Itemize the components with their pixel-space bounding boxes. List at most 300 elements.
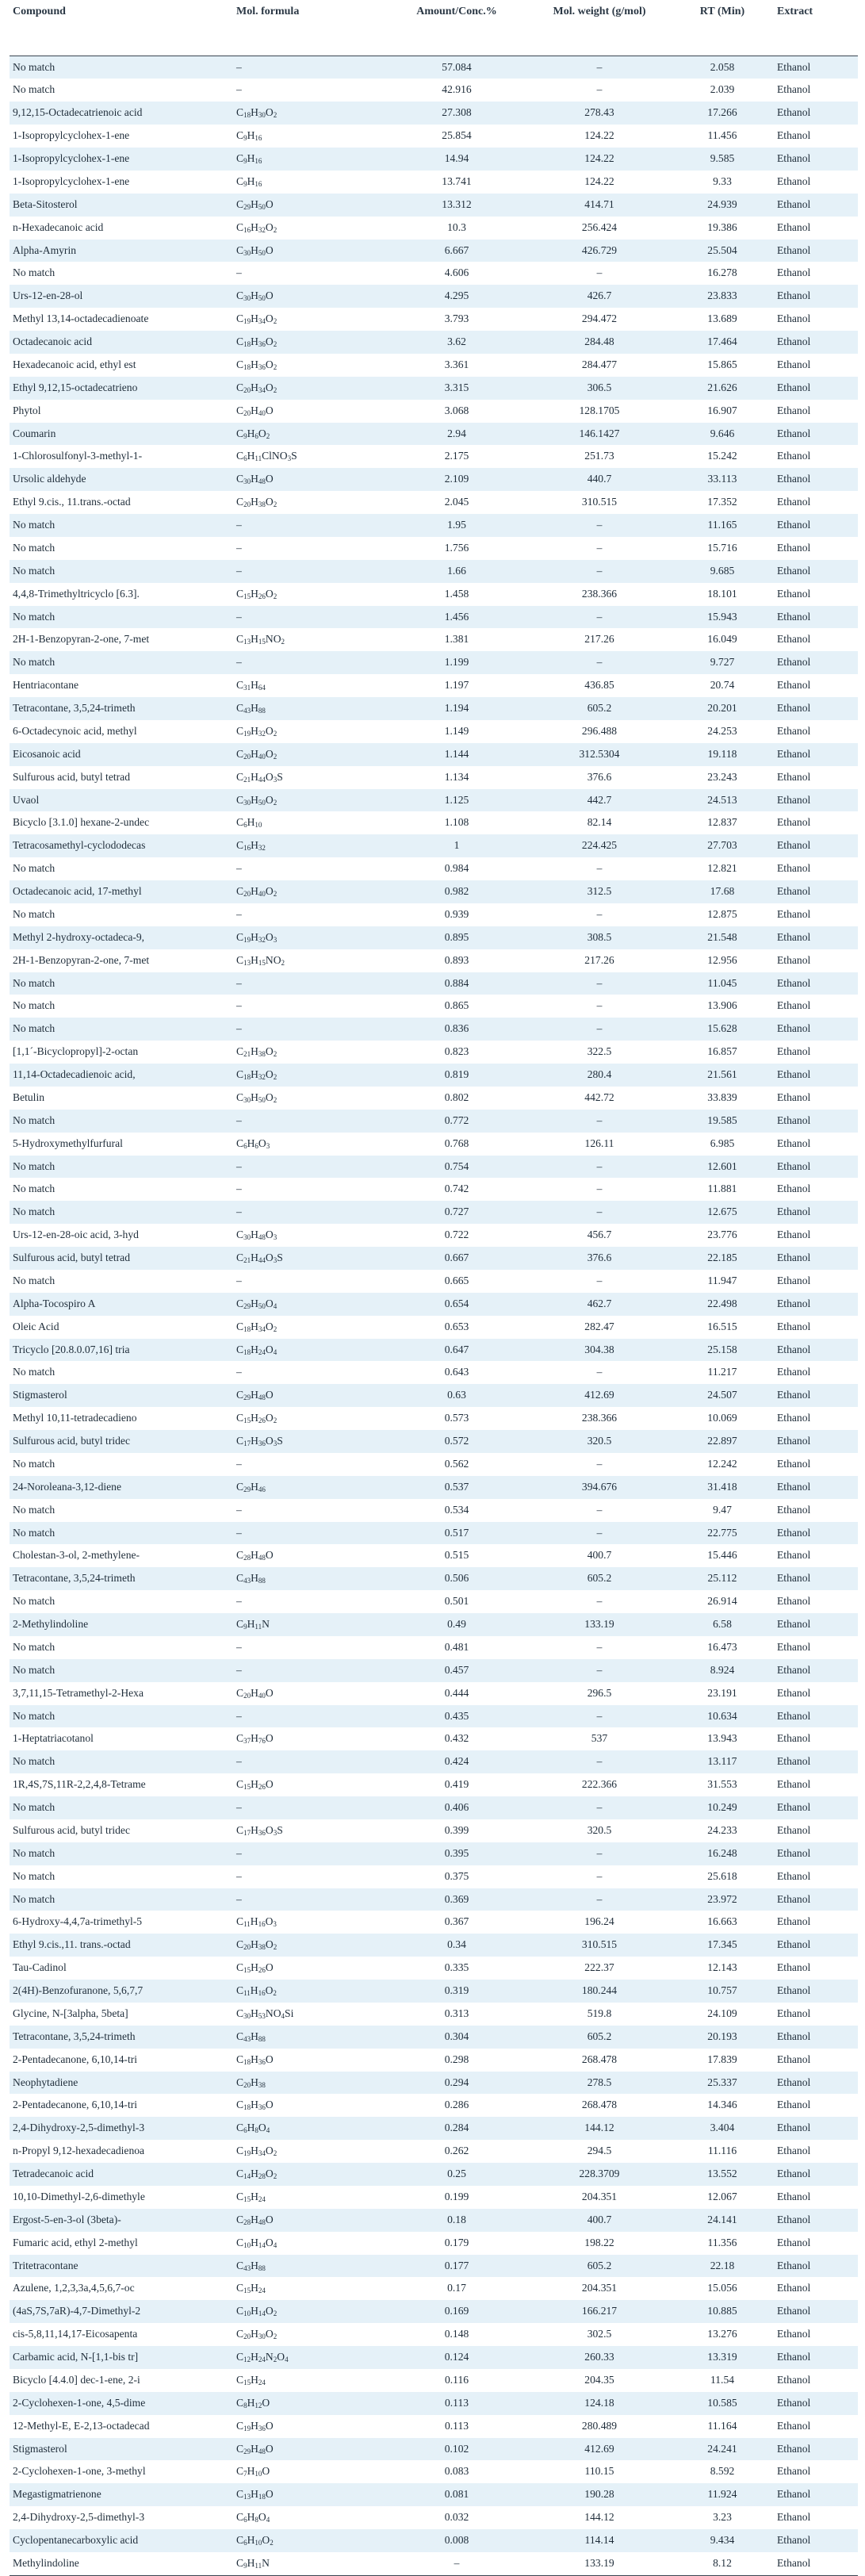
- cell-extract: Ethanol: [774, 148, 858, 171]
- cell-formula: $C_{15}H_{26}O_2$: [236, 587, 277, 600]
- table-header: [10, 0, 858, 56]
- cell-compound: Tetracontane, 3,5,24-trimeth: [10, 2026, 233, 2049]
- cell-compound: Sulfurous acid, butyl tetrad: [13, 770, 130, 783]
- cell-rt: 16.857: [707, 1045, 737, 1058]
- cell-compound: No match: [13, 1869, 55, 1882]
- cell-compound: No match: [10, 560, 233, 583]
- table-row: [10, 1980, 858, 2003]
- cell-formula: $C_{17}H_{36}O_3S$: [233, 1430, 385, 1453]
- table-row: [10, 2369, 858, 2392]
- cell-compound: No match: [10, 1842, 233, 1865]
- cell-extract: Ethanol: [777, 541, 811, 554]
- cell-weight: 296.5: [587, 1686, 612, 1699]
- cell-extract: Ethanol: [777, 2007, 811, 2019]
- cell-compound: No match: [13, 1457, 55, 1470]
- cell-formula: $C_{11}H_{16}O_3$: [236, 1915, 277, 1929]
- cell-weight: –: [528, 1156, 671, 1179]
- cell-weight: 224.425: [528, 834, 671, 857]
- cell-rt: 23.243: [707, 770, 737, 783]
- cell-extract: Ethanol: [777, 220, 811, 233]
- cell-compound: No match: [13, 999, 55, 1012]
- cell-weight: 400.7: [528, 2209, 671, 2232]
- cell-extract: Ethanol: [777, 633, 811, 646]
- cell-rt: 11.456: [707, 129, 737, 142]
- cell-compound: 2,4-Dihydroxy-2,5-dimethyl-3: [13, 2511, 145, 2524]
- cell-extract: Ethanol: [774, 102, 858, 125]
- cell-formula: $C_{15}H_{26}O$: [236, 1961, 274, 1975]
- cell-amount: 0.667: [385, 1247, 528, 1270]
- cell-formula: –: [236, 1640, 242, 1653]
- cell-weight: 222.366: [581, 1778, 618, 1791]
- cell-rt: 12.242: [707, 1457, 737, 1470]
- table-row: [10, 1590, 858, 1613]
- cell-extract: Ethanol: [774, 1842, 858, 1865]
- cell-weight: 312.5304: [528, 743, 671, 766]
- cell-weight: –: [528, 1705, 671, 1728]
- cell-weight: 144.12: [528, 2117, 671, 2140]
- cell-amount: 2.94: [385, 423, 528, 446]
- cell-compound: No match: [10, 1659, 233, 1682]
- cell-weight: –: [528, 514, 671, 537]
- table-row: [10, 1453, 858, 1476]
- cell-compound: 1-Isopropylcyclohex-1-ene: [10, 148, 233, 171]
- cell-rt: 20.193: [671, 2026, 774, 2049]
- cell-formula: –: [236, 266, 242, 279]
- cell-rt: 9.47: [713, 1503, 732, 1516]
- cell-rt: 33.113: [671, 468, 774, 491]
- cell-extract: Ethanol: [777, 358, 811, 370]
- table-row: [10, 972, 858, 995]
- table-row: [10, 2529, 858, 2552]
- cell-amount: 0.884: [385, 972, 528, 995]
- cell-compound: Methyl 13,14-octadecadienoate: [13, 312, 149, 325]
- cell-extract: Ethanol: [777, 999, 811, 1012]
- cell-formula: $C_{20}H_{38}O_2$: [236, 496, 277, 509]
- cell-weight: 238.366: [581, 1412, 618, 1424]
- cell-extract: Ethanol: [777, 129, 811, 142]
- cell-extract: Ethanol: [774, 1247, 858, 1270]
- cell-weight: –: [596, 999, 603, 1012]
- cell-formula: $C_6H_8O_4$: [233, 2117, 385, 2140]
- cell-weight: –: [528, 1888, 671, 1911]
- cell-formula: $C_{10}H_{14}O_2$: [233, 2300, 385, 2323]
- cell-amount: 1.149: [444, 724, 469, 737]
- table-row: [10, 2438, 858, 2461]
- table-row: [10, 491, 858, 514]
- table-row: [10, 2277, 858, 2300]
- cell-weight: 278.5: [528, 2072, 671, 2095]
- cell-formula: –: [233, 1201, 385, 1224]
- cell-extract: Ethanol: [774, 2026, 858, 2049]
- cell-weight: 519.8: [587, 2007, 612, 2019]
- cell-rt: 13.689: [707, 312, 737, 325]
- cell-rt: 16.663: [707, 1915, 737, 1928]
- cell-amount: 0.63: [385, 1384, 528, 1407]
- cell-rt: 12.143: [707, 1961, 737, 1974]
- table-row: [10, 2255, 858, 2278]
- cell-weight: –: [596, 1183, 603, 1195]
- cell-extract: Ethanol: [774, 1659, 858, 1682]
- cell-rt: 24.109: [707, 2007, 737, 2019]
- cell-rt: 11.881: [707, 1183, 737, 1195]
- cell-formula: $C_{20}H_{40}O_2$: [233, 880, 385, 903]
- cell-formula: –: [233, 514, 385, 537]
- cell-compound: Hentriacontane: [13, 679, 79, 692]
- cell-extract: Ethanol: [774, 743, 858, 766]
- cell-extract: Ethanol: [777, 1366, 811, 1378]
- cell-formula: $C_{19}H_{32}O_3$: [233, 926, 385, 949]
- cell-formula: –: [233, 606, 385, 629]
- cell-compound: Cyclopentanecarboxylic acid: [10, 2529, 233, 2552]
- cell-compound: 3,7,11,15-Tetramethyl-2-Hexa: [13, 1686, 144, 1699]
- cell-weight: 251.73: [584, 450, 614, 462]
- cell-formula: –: [233, 972, 385, 995]
- cell-rt: 9.646: [671, 423, 774, 446]
- cell-compound: No match: [13, 907, 55, 920]
- cell-compound: 10,10-Dimethyl-2,6-dimethyle: [13, 2190, 145, 2202]
- cell-extract: Ethanol: [774, 1110, 858, 1133]
- cell-amount: 0.294: [385, 2072, 528, 2095]
- cell-extract: Ethanol: [777, 953, 811, 966]
- cell-extract: Ethanol: [774, 56, 858, 79]
- cell-compound: Alpha-Tocospiro A: [10, 1293, 233, 1316]
- table-row: [10, 194, 858, 217]
- cell-amount: 0.754: [385, 1156, 528, 1179]
- cell-extract: Ethanol: [777, 2099, 811, 2111]
- table-row: [10, 171, 858, 194]
- cell-amount: 0.008: [385, 2529, 528, 2552]
- cell-compound: Stigmasterol: [10, 1384, 233, 1407]
- cell-compound: 1-Isopropylcyclohex-1-ene: [13, 129, 130, 142]
- cell-rt: 33.839: [707, 1091, 737, 1103]
- cell-extract: Ethanol: [777, 83, 811, 96]
- cell-extract: Ethanol: [774, 1293, 858, 1316]
- cell-formula: –: [233, 1842, 385, 1865]
- cell-compound: No match: [13, 1274, 55, 1286]
- table-row: [10, 1544, 858, 1567]
- cell-rt: 24.939: [671, 194, 774, 217]
- cell-formula: $C_6H_{11}ClNO_3S$: [236, 450, 297, 463]
- cell-compound: 2-Methylindoline: [10, 1613, 233, 1636]
- cell-formula: $C_{43}H_{88}$: [233, 1567, 385, 1590]
- cell-rt: 11.356: [707, 2236, 737, 2248]
- cell-amount: 0.572: [385, 1430, 528, 1453]
- cell-weight: 605.2: [528, 1567, 671, 1590]
- cell-weight: 196.24: [584, 1915, 614, 1928]
- cell-amount: 1.456: [385, 606, 528, 629]
- cell-weight: 308.5: [528, 926, 671, 949]
- cell-rt: 21.561: [671, 1064, 774, 1087]
- cell-compound: Methylindoline: [10, 2552, 233, 2575]
- cell-compound: No match: [10, 1888, 233, 1911]
- cell-formula: $C_{18}H_{36}O$: [236, 2099, 274, 2112]
- cell-amount: 0.865: [444, 999, 469, 1012]
- cell-rt: 17.266: [671, 102, 774, 125]
- cell-compound: Urs-12-en-28-oic acid, 3-hyd: [13, 1229, 139, 1241]
- cell-compound: No match: [10, 1750, 233, 1773]
- cell-formula: $C_{18}H_{32}O_2$: [233, 1064, 385, 1087]
- cell-amount: 0.435: [385, 1705, 528, 1728]
- cell-extract: Ethanol: [774, 926, 858, 949]
- cell-extract: Ethanol: [774, 1705, 858, 1728]
- cell-compound: Glycine, N-[3alpha, 5beta]: [13, 2007, 128, 2019]
- cell-amount: 42.916: [442, 83, 472, 96]
- cell-rt: 22.185: [671, 1247, 774, 1270]
- cell-weight: 412.69: [528, 1384, 671, 1407]
- cell-rt: 8.924: [671, 1659, 774, 1682]
- cell-weight: 144.12: [584, 2511, 614, 2524]
- cell-formula: $C_9H_{11}N$: [233, 2552, 385, 2575]
- cell-rt: 16.515: [707, 1320, 737, 1332]
- table-row: [10, 1201, 858, 1224]
- table-row: [10, 1316, 858, 1339]
- cell-weight: 198.22: [584, 2236, 614, 2248]
- cell-weight: 128.1705: [579, 404, 620, 416]
- table-row: [10, 1796, 858, 1819]
- cell-amount: 0.534: [444, 1503, 469, 1516]
- cell-extract: Ethanol: [777, 1778, 811, 1791]
- cell-rt: 16.907: [707, 404, 737, 416]
- cell-compound: (4aS,7S,7aR)-4,7-Dimethyl-2: [10, 2300, 233, 2323]
- cell-extract: Ethanol: [774, 1064, 858, 1087]
- cell-weight: –: [528, 972, 671, 995]
- cell-amount: 0.406: [385, 1796, 528, 1819]
- cell-amount: 0.284: [385, 2117, 528, 2140]
- cell-formula: –: [233, 1156, 385, 1179]
- cell-formula: $C_{18}H_{36}O_2$: [233, 331, 385, 354]
- cell-extract: Ethanol: [774, 2072, 858, 2095]
- cell-amount: 0.665: [444, 1274, 469, 1286]
- cell-extract: Ethanol: [777, 266, 811, 279]
- cell-amount: 0.113: [385, 2392, 528, 2415]
- table-row: [10, 1064, 858, 1087]
- cell-compound: Coumarin: [10, 423, 233, 446]
- cell-rt: 13.906: [707, 999, 737, 1012]
- cell-extract: Ethanol: [777, 2419, 811, 2432]
- cell-extract: Ethanol: [777, 2511, 811, 2524]
- cell-extract: Ethanol: [774, 1476, 858, 1499]
- cell-amount: 0.17: [447, 2282, 466, 2294]
- cell-rt: 25.618: [707, 1869, 737, 1882]
- cell-compound: Fumaric acid, ethyl 2-methyl: [13, 2236, 138, 2248]
- cell-compound: Betulin: [13, 1091, 45, 1103]
- cell-formula: $C_{20}H_{40}O$: [236, 1686, 274, 1700]
- cell-extract: Ethanol: [774, 285, 858, 308]
- cell-amount: 0.836: [385, 1018, 528, 1041]
- table-row: [10, 628, 858, 651]
- cell-weight: 282.47: [584, 1320, 614, 1332]
- cell-amount: 0.199: [444, 2190, 469, 2202]
- cell-extract: Ethanol: [774, 2255, 858, 2278]
- table-row: [10, 606, 858, 629]
- cell-weight: –: [528, 1018, 671, 1041]
- cell-formula: $C_{28}H_{48}O$: [236, 1549, 274, 1562]
- cell-rt: 9.727: [671, 651, 774, 674]
- cell-formula: $C_{29}H_{46}$: [233, 1476, 385, 1499]
- cell-extract: Ethanol: [774, 1750, 858, 1773]
- cell-amount: 0.895: [385, 926, 528, 949]
- cell-compound: 2-Cyclohexen-1-one, 3-methyl: [13, 2465, 146, 2478]
- cell-weight: 414.71: [528, 194, 671, 217]
- cell-rt: 25.504: [671, 240, 774, 263]
- cell-weight: 133.19: [528, 1613, 671, 1636]
- cell-formula: $C_{11}H_{16}O_2$: [233, 1980, 385, 2003]
- cell-rt: 11.217: [707, 1366, 737, 1378]
- cell-extract: Ethanol: [777, 2145, 811, 2157]
- cell-formula: $C_{19}H_{34}O_2$: [236, 2145, 277, 2158]
- table-row: [10, 995, 858, 1018]
- cell-formula: –: [236, 999, 242, 1012]
- cell-formula: $C_{29}H_{48}O$: [233, 1384, 385, 1407]
- table-row: [10, 1957, 858, 1980]
- cell-amount: 0.653: [444, 1320, 469, 1332]
- table-row: [10, 79, 858, 102]
- cell-amount: 2.109: [385, 468, 528, 491]
- table-row: [10, 2140, 858, 2163]
- table-row: [10, 949, 858, 972]
- cell-compound: 5-Hydroxymethylfurfural: [13, 1137, 123, 1149]
- cell-rt: 23.191: [707, 1686, 737, 1699]
- cell-compound: Phytol: [13, 404, 41, 416]
- cell-compound: [1,1´-Bicyclopropyl]-2-octan: [13, 1045, 139, 1058]
- table-row: [10, 743, 858, 766]
- table-row: [10, 2460, 858, 2483]
- cell-formula: $C_{17}H_{36}O_3S$: [236, 1823, 283, 1837]
- cell-rt: 19.386: [707, 220, 737, 233]
- cell-extract: Ethanol: [774, 1018, 858, 1041]
- cell-amount: 1.194: [385, 697, 528, 720]
- cell-formula: $C_{37}H_{76}O$: [236, 1732, 274, 1746]
- cell-extract: Ethanol: [774, 2392, 858, 2415]
- cell-formula: –: [233, 560, 385, 583]
- cell-rt: 19.585: [671, 1110, 774, 1133]
- cell-weight: 442.72: [584, 1091, 614, 1103]
- cell-compound: Methyl 2-hydroxy-octadeca-9,: [10, 926, 233, 949]
- cell-compound: 2-Cyclohexen-1-one, 4,5-dime: [10, 2392, 233, 2415]
- cell-compound: No match: [13, 1640, 55, 1653]
- cell-amount: 0.34: [385, 1934, 528, 1957]
- cell-formula: $C_{13}H_{15}NO_2$: [236, 953, 285, 967]
- cell-rt: 31.553: [707, 1778, 737, 1791]
- table-row: [10, 1934, 858, 1957]
- cell-weight: –: [596, 266, 603, 279]
- table-row: [10, 102, 858, 125]
- cell-compound: No match: [10, 972, 233, 995]
- cell-rt: 12.067: [707, 2190, 737, 2202]
- cell-amount: 0.573: [444, 1412, 469, 1424]
- cell-amount: 0.802: [444, 1091, 469, 1103]
- cell-formula: –: [236, 1503, 242, 1516]
- cell-compound: No match: [13, 83, 55, 96]
- cell-amount: 1.756: [444, 541, 469, 554]
- cell-extract: Ethanol: [777, 2190, 811, 2202]
- cell-weight: 110.15: [584, 2465, 614, 2478]
- table-row: [10, 1819, 858, 1842]
- cell-weight: –: [528, 1796, 671, 1819]
- cell-amount: 0.727: [385, 1201, 528, 1224]
- table-row: [10, 1270, 858, 1293]
- table-row: [10, 1384, 858, 1407]
- cell-rt: 31.418: [671, 1476, 774, 1499]
- cell-compound: Ethyl 9.cis., 11.trans.-octad: [13, 496, 131, 508]
- cell-extract: Ethanol: [777, 1091, 811, 1103]
- table-row: [10, 1110, 858, 1133]
- cell-formula: $C_9H_{16}$: [236, 129, 262, 143]
- cell-weight: 294.472: [581, 312, 618, 325]
- cell-amount: 0.286: [444, 2099, 469, 2111]
- cell-extract: Ethanol: [777, 2053, 811, 2065]
- cell-weight: 376.6: [528, 1247, 671, 1270]
- cell-compound: Eicosanoic acid: [10, 743, 233, 766]
- table-row: [10, 262, 858, 285]
- cell-extract: Ethanol: [774, 1339, 858, 1362]
- cell-weight: 376.6: [587, 770, 612, 783]
- cell-extract: Ethanol: [774, 834, 858, 857]
- cell-formula: $C_{30}H_{48}O_3$: [236, 1229, 277, 1242]
- cell-formula: $C_9H_{16}$: [236, 174, 262, 188]
- cell-weight: 294.5: [587, 2145, 612, 2157]
- table-row: [10, 811, 858, 834]
- cell-rt: 25.337: [671, 2072, 774, 2095]
- cell-amount: 1.108: [444, 816, 469, 829]
- cell-formula: $C_{20}H_{38}$: [233, 2072, 385, 2095]
- cell-compound: 2-Pentadecanone, 6,10,14-tri: [13, 2053, 138, 2065]
- cell-compound: 6-Hydroxy-4,4,7a-trimethyl-5: [13, 1915, 143, 1928]
- cell-rt: 10.585: [671, 2392, 774, 2415]
- cell-rt: 24.507: [671, 1384, 774, 1407]
- table-row: [10, 1247, 858, 1270]
- cell-extract: Ethanol: [774, 1934, 858, 1957]
- cell-extract: Ethanol: [774, 651, 858, 674]
- cell-weight: 310.515: [581, 496, 618, 508]
- cell-amount: 0.369: [385, 1888, 528, 1911]
- cell-formula: $C_{30}H_{53}NO_4Si$: [236, 2007, 294, 2020]
- cell-compound: No match: [13, 1595, 55, 1608]
- cell-compound: Urs-12-en-28-ol: [10, 285, 233, 308]
- cell-amount: 0.654: [385, 1293, 528, 1316]
- cell-weight: 268.478: [581, 2099, 618, 2111]
- cell-rt: 24.253: [707, 724, 737, 737]
- table-row: [10, 583, 858, 606]
- cell-compound: 12-Methyl-E, E-2,13-octadecad: [13, 2419, 150, 2432]
- cell-compound: Hexadecanoic acid, ethyl est: [13, 358, 136, 370]
- cell-formula: –: [236, 1457, 242, 1470]
- cell-weight: –: [596, 1869, 603, 1882]
- table-row: [10, 217, 858, 240]
- cell-weight: 204.351: [581, 2282, 618, 2294]
- table-row: [10, 2026, 858, 2049]
- cell-rt: 15.943: [671, 606, 774, 629]
- cell-amount: 1.125: [385, 789, 528, 812]
- table-row: [10, 2415, 858, 2438]
- cell-compound: No match: [10, 1796, 233, 1819]
- table-row: [10, 308, 858, 331]
- table-row: [10, 1659, 858, 1682]
- table-row: [10, 537, 858, 560]
- cell-amount: 0.481: [444, 1640, 469, 1653]
- cell-formula: –: [233, 1705, 385, 1728]
- cell-amount: 0.367: [444, 1915, 469, 1928]
- cell-rt: 15.628: [671, 1018, 774, 1041]
- cell-compound: Ethyl 9,12,15-octadecatrieno: [10, 377, 233, 400]
- cell-weight: 605.2: [528, 697, 671, 720]
- cell-amount: 0.49: [385, 1613, 528, 1636]
- cell-compound: Azulene, 1,2,3,3a,4,5,6,7-oc: [13, 2282, 135, 2294]
- cell-amount: 14.94: [385, 148, 528, 171]
- cell-weight: 124.22: [528, 148, 671, 171]
- table-row: [10, 1476, 858, 1499]
- table-row: [10, 377, 858, 400]
